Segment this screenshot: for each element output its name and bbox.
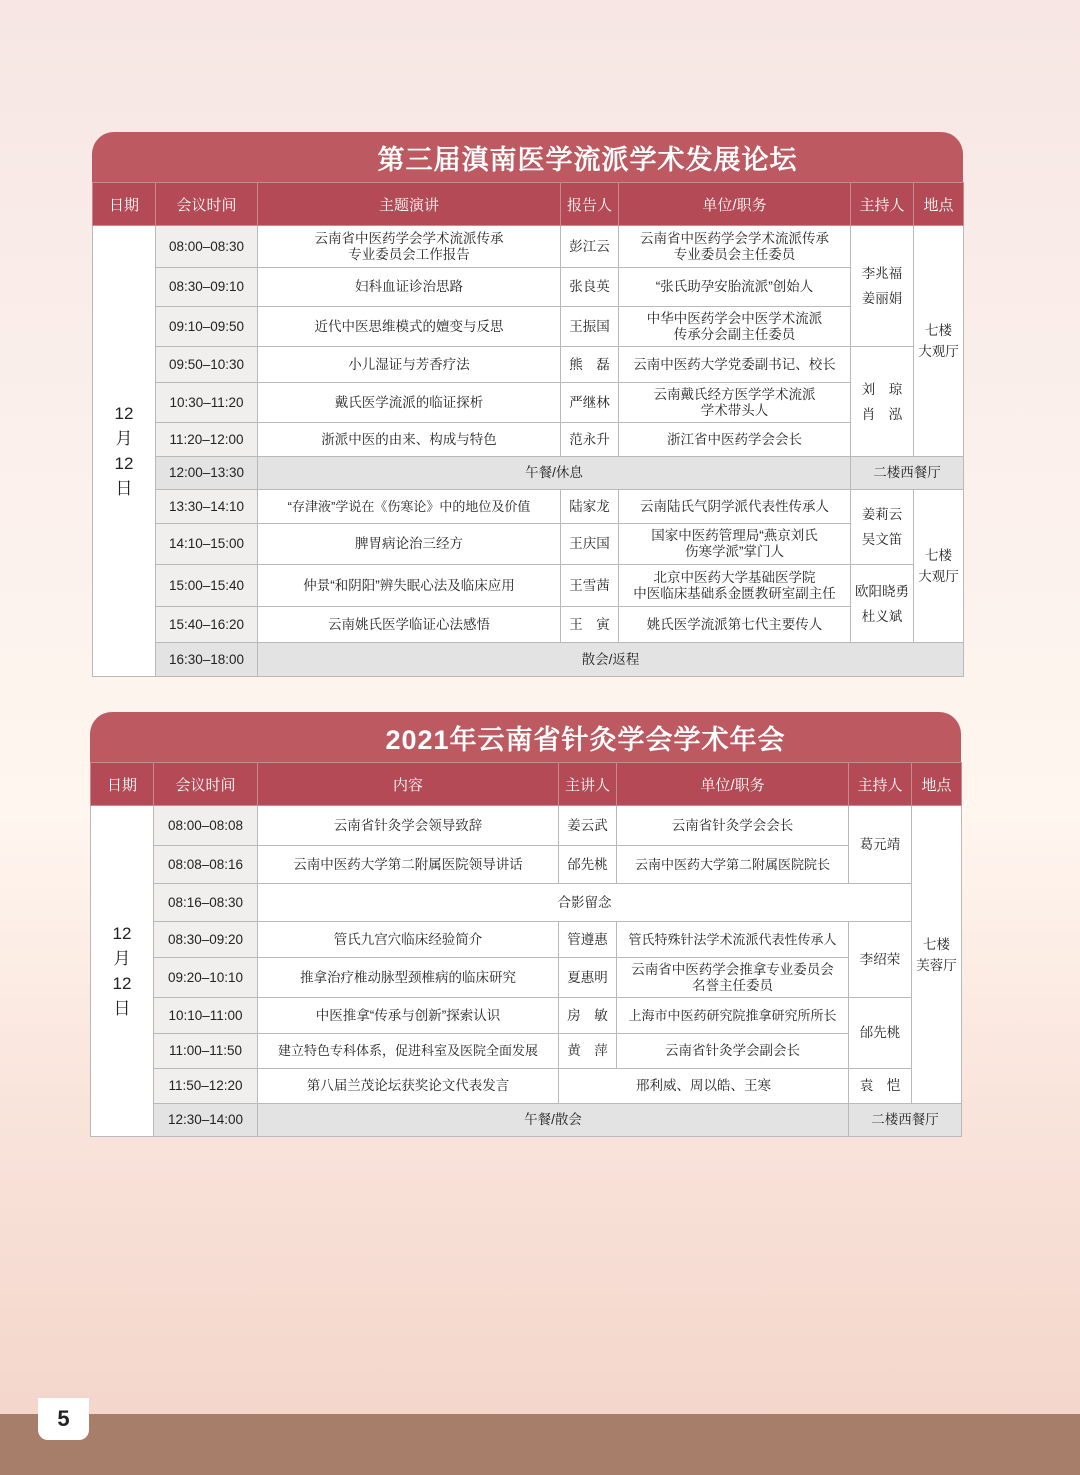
forum2-panel — [90, 712, 961, 1137]
lunch-label: 午餐/散会 — [258, 1104, 849, 1137]
unit-cell: 云南陆氏气阴学派代表性传承人 — [619, 490, 851, 524]
time-cell: 10:30–11:20 — [156, 383, 258, 423]
unit-cell: 管氏特殊针法学术流派代表性传承人 — [617, 922, 849, 958]
break-venue: 二楼西餐厅 — [851, 457, 964, 490]
table-row — [93, 383, 964, 423]
topic-cell: 云南省中医药学会学术流派传承 专业委员会工作报告 — [258, 226, 561, 268]
speaker-cell: 张良英 — [561, 268, 619, 307]
speaker-cell: 王振国 — [561, 307, 619, 347]
table-row — [91, 922, 962, 958]
venue-cell: 七楼 大观厅 — [914, 490, 964, 643]
topic-cell: 推拿治疗椎动脉型颈椎病的临床研究 — [258, 958, 559, 998]
end-label: 散会/返程 — [258, 643, 964, 677]
time-cell: 09:20–10:10 — [154, 958, 258, 998]
topic-cell: 云南中医药大学第二附属医院领导讲话 — [258, 846, 559, 884]
speaker-cell: 姜云武 — [559, 806, 617, 846]
topic-cell: 管氏九宫穴临床经验简介 — [258, 922, 559, 958]
unit-cell: 云南省针灸学会副会长 — [617, 1034, 849, 1069]
time-cell: 14:10–15:00 — [156, 524, 258, 565]
speakers-cell: 邢利威、周以皓、王寒 — [559, 1069, 849, 1104]
venue-cell: 七楼 大观厅 — [914, 226, 964, 457]
forum2-schedule-table — [90, 762, 962, 1137]
topic-cell: 小儿湿证与芳香疗法 — [258, 347, 561, 383]
topic-cell: 脾胃病论治三经方 — [258, 524, 561, 565]
speaker-cell: 王雪茜 — [561, 565, 619, 607]
speaker-cell: 管遵惠 — [559, 922, 617, 958]
table-row — [91, 1034, 962, 1069]
header-speaker: 主讲人 — [559, 763, 617, 806]
time-cell: 12:30–14:00 — [154, 1104, 258, 1137]
unit-cell: 云南省针灸学会会长 — [617, 806, 849, 846]
topic-cell: 建立特色专科体系，促进科室及医院全面发展 — [258, 1034, 559, 1069]
speaker-cell: 王庆国 — [561, 524, 619, 565]
time-cell: 11:50–12:20 — [154, 1069, 258, 1104]
host-cell: 葛元靖 — [849, 806, 912, 884]
topic-cell: 第八届兰茂论坛获奖论文代表发言 — [258, 1069, 559, 1104]
host-cell: 刘 琼 肖 泓 — [851, 347, 914, 457]
table-row — [93, 307, 964, 347]
host-cell: 欧阳晓勇 杜义斌 — [851, 565, 914, 643]
speaker-cell: 邰先桃 — [559, 846, 617, 884]
forum1-panel — [92, 132, 963, 677]
unit-cell: 中华中医药学会中医学术流派 传承分会副主任委员 — [619, 307, 851, 347]
break-label: 午餐/休息 — [258, 457, 851, 490]
date-cell: 12 月 12 日 — [93, 226, 156, 677]
time-cell: 16:30–18:00 — [156, 643, 258, 677]
speaker-cell: 范永升 — [561, 423, 619, 457]
speaker-cell: 严继林 — [561, 383, 619, 423]
table-row — [93, 490, 964, 524]
forum1-title: 第三届滇南医学流派学术发展论坛 — [92, 132, 963, 182]
host-cell: 邰先桃 — [849, 998, 912, 1069]
header-time: 会议时间 — [156, 183, 258, 226]
speaker-cell: 王 寅 — [561, 607, 619, 643]
topic-cell: 浙派中医的由来、构成与特色 — [258, 423, 561, 457]
host-cell: 姜莉云 吴文笛 — [851, 490, 914, 565]
forum2-header-row — [91, 763, 962, 806]
header-unit: 单位/职务 — [619, 183, 851, 226]
unit-cell: 云南戴氏经方医学学术流派 学术带头人 — [619, 383, 851, 423]
speaker-cell: 房 敏 — [559, 998, 617, 1034]
time-cell: 08:30–09:10 — [156, 268, 258, 307]
unit-cell: 北京中医药大学基础医学院 中医临床基础系金匮教研室副主任 — [619, 565, 851, 607]
topic-cell: “存津液”学说在《伤寒论》中的地位及价值 — [258, 490, 561, 524]
unit-cell: 上海市中医药研究院推拿研究所所长 — [617, 998, 849, 1034]
topic-cell: 妇科血证诊治思路 — [258, 268, 561, 307]
table-row — [91, 806, 962, 846]
forum2-title: 2021年云南省针灸学会学术年会 — [90, 712, 961, 762]
speaker-cell: 彭江云 — [561, 226, 619, 268]
end-row — [93, 643, 964, 677]
header-date: 日期 — [93, 183, 156, 226]
unit-cell: 浙江省中医药学会会长 — [619, 423, 851, 457]
unit-cell: 云南中医药大学党委副书记、校长 — [619, 347, 851, 383]
time-cell: 15:40–16:20 — [156, 607, 258, 643]
date-cell: 12 月 12 日 — [91, 806, 154, 1137]
host-cell: 李兆福 姜丽娟 — [851, 226, 914, 347]
break-row — [93, 457, 964, 490]
host-cell: 袁 恺 — [849, 1069, 912, 1104]
header-host: 主持人 — [849, 763, 912, 806]
unit-cell: 云南省中医药学会学术流派传承 专业委员会主任委员 — [619, 226, 851, 268]
time-cell: 11:20–12:00 — [156, 423, 258, 457]
topic-cell: 中医推拿“传承与创新”探索认识 — [258, 998, 559, 1034]
page-number: 5 — [57, 1406, 70, 1431]
table-row — [91, 998, 962, 1034]
venue-cell: 七楼 芙蓉厅 — [912, 806, 962, 1104]
header-venue: 地点 — [914, 183, 964, 226]
topic-cell: 云南姚氏医学临证心法感悟 — [258, 607, 561, 643]
unit-cell: “张氏助孕安胎流派”创始人 — [619, 268, 851, 307]
table-row — [93, 607, 964, 643]
time-cell: 10:10–11:00 — [154, 998, 258, 1034]
table-row — [93, 268, 964, 307]
speaker-cell: 黄 萍 — [559, 1034, 617, 1069]
time-cell: 09:50–10:30 — [156, 347, 258, 383]
header-unit: 单位/职务 — [617, 763, 849, 806]
unit-cell: 云南中医药大学第二附属医院院长 — [617, 846, 849, 884]
topic-cell: 仲景“和阴阳”辨失眠心法及临床应用 — [258, 565, 561, 607]
time-cell: 08:00–08:08 — [154, 806, 258, 846]
table-row — [93, 423, 964, 457]
award-row — [91, 1069, 962, 1104]
time-cell: 12:00–13:30 — [156, 457, 258, 490]
header-host: 主持人 — [851, 183, 914, 226]
table-row — [91, 846, 962, 884]
time-cell: 13:30–14:10 — [156, 490, 258, 524]
header-date: 日期 — [91, 763, 154, 806]
table-row — [91, 958, 962, 998]
speaker-cell: 熊 磊 — [561, 347, 619, 383]
photo-row — [91, 884, 962, 922]
header-time: 会议时间 — [154, 763, 258, 806]
time-cell: 15:00–15:40 — [156, 565, 258, 607]
table-row — [93, 347, 964, 383]
topic-cell: 戴氏医学流派的临证探析 — [258, 383, 561, 423]
topic-cell: 云南省针灸学会领导致辞 — [258, 806, 559, 846]
footer-band — [0, 1414, 1080, 1475]
header-speaker: 报告人 — [561, 183, 619, 226]
time-cell: 08:00–08:30 — [156, 226, 258, 268]
table-row — [93, 524, 964, 565]
header-venue: 地点 — [912, 763, 962, 806]
forum1-header-row — [93, 183, 964, 226]
forum1-schedule-table — [92, 182, 964, 677]
lunch-row — [91, 1104, 962, 1137]
time-cell: 08:08–08:16 — [154, 846, 258, 884]
topic-cell: 近代中医思维模式的嬗变与反思 — [258, 307, 561, 347]
unit-cell: 国家中医药管理局“燕京刘氏 伤寒学派”掌门人 — [619, 524, 851, 565]
time-cell: 11:00–11:50 — [154, 1034, 258, 1069]
table-row — [93, 226, 964, 268]
time-cell: 08:16–08:30 — [154, 884, 258, 922]
host-cell: 李绍荣 — [849, 922, 912, 998]
time-cell: 09:10–09:50 — [156, 307, 258, 347]
time-cell: 08:30–09:20 — [154, 922, 258, 958]
photo-label: 合影留念 — [258, 884, 912, 922]
table-row — [93, 565, 964, 607]
header-topic: 主题演讲 — [258, 183, 561, 226]
header-content: 内容 — [258, 763, 559, 806]
unit-cell: 姚氏医学流派第七代主要传人 — [619, 607, 851, 643]
lunch-venue: 二楼西餐厅 — [849, 1104, 962, 1137]
speaker-cell: 陆家龙 — [561, 490, 619, 524]
page-number-tab — [38, 1398, 89, 1440]
speaker-cell: 夏惠明 — [559, 958, 617, 998]
unit-cell: 云南省中医药学会推拿专业委员会 名誉主任委员 — [617, 958, 849, 998]
